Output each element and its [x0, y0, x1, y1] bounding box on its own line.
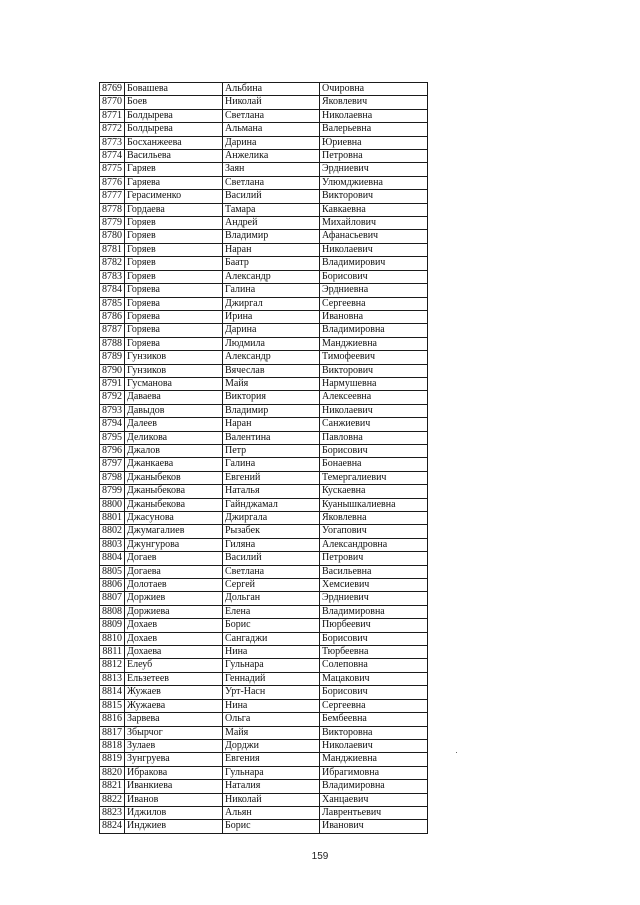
surname-cell: Доржиев [125, 592, 223, 605]
row-number: 8814 [100, 686, 125, 699]
patronymic-cell: Бонаевна [320, 458, 428, 471]
table-row [100, 270, 428, 283]
table-row [100, 753, 428, 766]
surname-cell: Жужаев [125, 686, 223, 699]
patronymic-cell: Викторович [320, 190, 428, 203]
table-row [100, 217, 428, 230]
row-number: 8810 [100, 632, 125, 645]
patronymic-cell: Васильевна [320, 565, 428, 578]
surname-cell: Гусманова [125, 377, 223, 390]
row-number: 8774 [100, 150, 125, 163]
given-name-cell: Дольган [223, 592, 320, 605]
table-row [100, 243, 428, 256]
surname-cell: Джаныбеков [125, 471, 223, 484]
surname-cell: Гунзиков [125, 364, 223, 377]
table-row [100, 739, 428, 752]
given-name-cell: Елена [223, 605, 320, 618]
patronymic-cell: Борисович [320, 270, 428, 283]
surname-cell: Васильева [125, 150, 223, 163]
table-row [100, 565, 428, 578]
row-number: 8811 [100, 646, 125, 659]
patronymic-cell: Михайлович [320, 217, 428, 230]
patronymic-cell: Ибрагимовна [320, 766, 428, 779]
given-name-cell: Тамара [223, 203, 320, 216]
surname-cell: Горяева [125, 297, 223, 310]
row-number: 8782 [100, 257, 125, 270]
table-row [100, 726, 428, 739]
given-name-cell: Альян [223, 806, 320, 819]
table-row [100, 257, 428, 270]
patronymic-cell: Викторович [320, 364, 428, 377]
row-number: 8794 [100, 418, 125, 431]
table-row [100, 820, 428, 833]
given-name-cell: Наран [223, 418, 320, 431]
given-name-cell: Людмила [223, 337, 320, 350]
table-row [100, 230, 428, 243]
row-number: 8771 [100, 109, 125, 122]
row-number: 8800 [100, 498, 125, 511]
given-name-cell: Борис [223, 619, 320, 632]
given-name-cell: Евгения [223, 753, 320, 766]
table-row [100, 176, 428, 189]
surname-cell: Джалов [125, 444, 223, 457]
row-number: 8793 [100, 404, 125, 417]
given-name-cell: Майя [223, 377, 320, 390]
patronymic-cell: Санжиевич [320, 418, 428, 431]
table-row [100, 418, 428, 431]
patronymic-cell: Кавкаевна [320, 203, 428, 216]
patronymic-cell: Николаевич [320, 404, 428, 417]
row-number: 8772 [100, 123, 125, 136]
table-row [100, 806, 428, 819]
row-number: 8789 [100, 351, 125, 364]
surname-cell: Болдырева [125, 109, 223, 122]
given-name-cell: Наталия [223, 780, 320, 793]
surname-cell: Джанкаева [125, 458, 223, 471]
patronymic-cell: Владимировна [320, 324, 428, 337]
table-row [100, 605, 428, 618]
surname-cell: Дохаева [125, 646, 223, 659]
given-name-cell: Гульнара [223, 659, 320, 672]
row-number: 8801 [100, 512, 125, 525]
table-row [100, 793, 428, 806]
row-number: 8802 [100, 525, 125, 538]
surname-cell: Иванов [125, 793, 223, 806]
patronymic-cell: Яковлевич [320, 96, 428, 109]
table-row [100, 780, 428, 793]
surname-cell: Збырчог [125, 726, 223, 739]
table-row [100, 552, 428, 565]
given-name-cell: Гайнджамал [223, 498, 320, 511]
surname-cell: Гордаева [125, 203, 223, 216]
patronymic-cell: Петрович [320, 552, 428, 565]
surname-cell: Горяева [125, 337, 223, 350]
table-row [100, 190, 428, 203]
surname-cell: Давыдов [125, 404, 223, 417]
row-number: 8779 [100, 217, 125, 230]
surname-cell: Гаряев [125, 163, 223, 176]
given-name-cell: Джиргала [223, 512, 320, 525]
patronymic-cell: Валерьевна [320, 123, 428, 136]
row-number: 8823 [100, 806, 125, 819]
row-number: 8813 [100, 672, 125, 685]
given-name-cell: Нина [223, 646, 320, 659]
table-row [100, 297, 428, 310]
row-number: 8812 [100, 659, 125, 672]
table-row [100, 458, 428, 471]
table-row [100, 377, 428, 390]
surname-cell: Дохаев [125, 632, 223, 645]
patronymic-cell: Бембеевна [320, 713, 428, 726]
given-name-cell: Виктория [223, 391, 320, 404]
surname-cell: Гунзиков [125, 351, 223, 364]
given-name-cell: Галина [223, 458, 320, 471]
patronymic-cell: Викторовна [320, 726, 428, 739]
table-row [100, 444, 428, 457]
table-row [100, 163, 428, 176]
surname-cell: Бовашева [125, 83, 223, 96]
row-number: 8792 [100, 391, 125, 404]
row-number: 8819 [100, 753, 125, 766]
given-name-cell: Александр [223, 270, 320, 283]
row-number: 8795 [100, 431, 125, 444]
patronymic-cell: Петровна [320, 150, 428, 163]
table-row [100, 404, 428, 417]
table-row [100, 498, 428, 511]
given-name-cell: Вячеслав [223, 364, 320, 377]
row-number: 8780 [100, 230, 125, 243]
table-row [100, 150, 428, 163]
row-number: 8803 [100, 538, 125, 551]
patronymic-cell: Ивановна [320, 310, 428, 323]
given-name-cell: Борис [223, 820, 320, 833]
given-name-cell: Евгений [223, 471, 320, 484]
given-name-cell: Сангаджи [223, 632, 320, 645]
given-name-cell: Петр [223, 444, 320, 457]
given-name-cell: Ольга [223, 713, 320, 726]
given-name-cell: Владимир [223, 404, 320, 417]
row-number: 8809 [100, 619, 125, 632]
surname-cell: Зунгруева [125, 753, 223, 766]
surname-cell: Долотаев [125, 579, 223, 592]
surname-cell: Горяев [125, 243, 223, 256]
patronymic-cell: Мацакович [320, 672, 428, 685]
table-row [100, 713, 428, 726]
surname-cell: Горяев [125, 257, 223, 270]
row-number: 8820 [100, 766, 125, 779]
table-row [100, 646, 428, 659]
patronymic-cell: Борисович [320, 632, 428, 645]
surname-cell: Джаныбекова [125, 485, 223, 498]
surname-cell: Боев [125, 96, 223, 109]
row-number: 8781 [100, 243, 125, 256]
surname-cell: Иванкиева [125, 780, 223, 793]
row-number: 8805 [100, 565, 125, 578]
row-number: 8784 [100, 284, 125, 297]
row-number: 8790 [100, 364, 125, 377]
roster-table [99, 82, 428, 834]
row-number: 8796 [100, 444, 125, 457]
given-name-cell: Светлана [223, 565, 320, 578]
scan-speck [456, 752, 457, 753]
surname-cell: Догаева [125, 565, 223, 578]
patronymic-cell: Николаевич [320, 739, 428, 752]
patronymic-cell: Владимировна [320, 780, 428, 793]
table-row [100, 686, 428, 699]
patronymic-cell: Куанышкалиевна [320, 498, 428, 511]
patronymic-cell: Алексеевна [320, 391, 428, 404]
row-number: 8806 [100, 579, 125, 592]
given-name-cell: Валентина [223, 431, 320, 444]
given-name-cell: Наран [223, 243, 320, 256]
surname-cell: Болдырева [125, 123, 223, 136]
row-number: 8818 [100, 739, 125, 752]
patronymic-cell: Кускаевна [320, 485, 428, 498]
table-row [100, 592, 428, 605]
surname-cell: Инджиев [125, 820, 223, 833]
patronymic-cell: Ханцаевич [320, 793, 428, 806]
patronymic-cell: Эрдниевна [320, 284, 428, 297]
patronymic-cell: Очировна [320, 83, 428, 96]
given-name-cell: Урт-Насн [223, 686, 320, 699]
surname-cell: Джасунова [125, 512, 223, 525]
table-row [100, 512, 428, 525]
patronymic-cell: Николаевна [320, 109, 428, 122]
given-name-cell: Василий [223, 552, 320, 565]
given-name-cell: Альмана [223, 123, 320, 136]
given-name-cell: Рызабек [223, 525, 320, 538]
surname-cell: Даваева [125, 391, 223, 404]
given-name-cell: Николай [223, 96, 320, 109]
surname-cell: Дохаев [125, 619, 223, 632]
page-number: 159 [311, 851, 329, 862]
patronymic-cell: Сергеевна [320, 699, 428, 712]
patronymic-cell: Тюрбеевна [320, 646, 428, 659]
row-number: 8815 [100, 699, 125, 712]
given-name-cell: Джиргал [223, 297, 320, 310]
surname-cell: Горяева [125, 324, 223, 337]
given-name-cell: Владимир [223, 230, 320, 243]
row-number: 8777 [100, 190, 125, 203]
surname-cell: Горяев [125, 230, 223, 243]
table-row [100, 471, 428, 484]
patronymic-cell: Эрдниевич [320, 592, 428, 605]
patronymic-cell: Лаврентьевич [320, 806, 428, 819]
roster-body [100, 83, 428, 834]
surname-cell: Ибракова [125, 766, 223, 779]
patronymic-cell: Манджиевна [320, 337, 428, 350]
table-row [100, 632, 428, 645]
patronymic-cell: Юриевна [320, 136, 428, 149]
patronymic-cell: Иванович [320, 820, 428, 833]
given-name-cell: Анжелика [223, 150, 320, 163]
row-number: 8804 [100, 552, 125, 565]
row-number: 8786 [100, 310, 125, 323]
surname-cell: Герасименко [125, 190, 223, 203]
given-name-cell: Василий [223, 190, 320, 203]
table-row [100, 109, 428, 122]
given-name-cell: Дорджи [223, 739, 320, 752]
given-name-cell: Андрей [223, 217, 320, 230]
table-row [100, 538, 428, 551]
table-row [100, 123, 428, 136]
surname-cell: Зарвева [125, 713, 223, 726]
given-name-cell: Александр [223, 351, 320, 364]
table-row [100, 337, 428, 350]
surname-cell: Горяева [125, 310, 223, 323]
given-name-cell: Сергей [223, 579, 320, 592]
row-number: 8797 [100, 458, 125, 471]
surname-cell: Горяев [125, 270, 223, 283]
table-row [100, 284, 428, 297]
patronymic-cell: Борисович [320, 686, 428, 699]
patronymic-cell: Афанасьевич [320, 230, 428, 243]
surname-cell: Елеуб [125, 659, 223, 672]
table-row [100, 766, 428, 779]
row-number: 8791 [100, 377, 125, 390]
patronymic-cell: Тимофеевич [320, 351, 428, 364]
row-number: 8773 [100, 136, 125, 149]
surname-cell: Горяева [125, 284, 223, 297]
table-row [100, 136, 428, 149]
row-number: 8775 [100, 163, 125, 176]
surname-cell: Джумагалиев [125, 525, 223, 538]
row-number: 8785 [100, 297, 125, 310]
row-number: 8816 [100, 713, 125, 726]
row-number: 8770 [100, 96, 125, 109]
surname-cell: Догаев [125, 552, 223, 565]
given-name-cell: Геннадий [223, 672, 320, 685]
patronymic-cell: Темергалиевич [320, 471, 428, 484]
given-name-cell: Нина [223, 699, 320, 712]
given-name-cell: Баатр [223, 257, 320, 270]
table-row [100, 391, 428, 404]
surname-cell: Горяев [125, 217, 223, 230]
patronymic-cell: Эрдниевич [320, 163, 428, 176]
surname-cell: Жужаева [125, 699, 223, 712]
surname-cell: Джаныбекова [125, 498, 223, 511]
patronymic-cell: Яковлевна [320, 512, 428, 525]
row-number: 8776 [100, 176, 125, 189]
given-name-cell: Гульнара [223, 766, 320, 779]
given-name-cell: Гиляна [223, 538, 320, 551]
surname-cell: Иджилов [125, 806, 223, 819]
given-name-cell: Альбина [223, 83, 320, 96]
patronymic-cell: Павловна [320, 431, 428, 444]
table-row [100, 659, 428, 672]
table-row [100, 485, 428, 498]
given-name-cell: Светлана [223, 109, 320, 122]
table-row [100, 351, 428, 364]
patronymic-cell: Владимирович [320, 257, 428, 270]
surname-cell: Далеев [125, 418, 223, 431]
row-number: 8807 [100, 592, 125, 605]
table-row [100, 364, 428, 377]
row-number: 8788 [100, 337, 125, 350]
given-name-cell: Майя [223, 726, 320, 739]
given-name-cell: Николай [223, 793, 320, 806]
row-number: 8821 [100, 780, 125, 793]
surname-cell: Босханжеева [125, 136, 223, 149]
patronymic-cell: Хемсиевич [320, 579, 428, 592]
given-name-cell: Дарина [223, 324, 320, 337]
table-row [100, 619, 428, 632]
table-row [100, 672, 428, 685]
patronymic-cell: Манджиевна [320, 753, 428, 766]
patronymic-cell: Сергеевна [320, 297, 428, 310]
surname-cell: Деликова [125, 431, 223, 444]
patronymic-cell: Солеповна [320, 659, 428, 672]
row-number: 8817 [100, 726, 125, 739]
row-number: 8822 [100, 793, 125, 806]
patronymic-cell: Нармушевна [320, 377, 428, 390]
surname-cell: Джунгурова [125, 538, 223, 551]
table-row [100, 83, 428, 96]
row-number: 8769 [100, 83, 125, 96]
table-row [100, 324, 428, 337]
table-row [100, 699, 428, 712]
given-name-cell: Заян [223, 163, 320, 176]
given-name-cell: Дарина [223, 136, 320, 149]
surname-cell: Гаряева [125, 176, 223, 189]
row-number: 8798 [100, 471, 125, 484]
patronymic-cell: Николаевич [320, 243, 428, 256]
given-name-cell: Светлана [223, 176, 320, 189]
table-row [100, 579, 428, 592]
patronymic-cell: Улюмджиевна [320, 176, 428, 189]
table-row [100, 96, 428, 109]
patronymic-cell: Борисович [320, 444, 428, 457]
row-number: 8787 [100, 324, 125, 337]
surname-cell: Зулаев [125, 739, 223, 752]
patronymic-cell: Уогапович [320, 525, 428, 538]
table-row [100, 525, 428, 538]
table-row [100, 431, 428, 444]
row-number: 8824 [100, 820, 125, 833]
given-name-cell: Наталья [223, 485, 320, 498]
surname-cell: Ельзетеев [125, 672, 223, 685]
patronymic-cell: Владимировна [320, 605, 428, 618]
row-number: 8799 [100, 485, 125, 498]
surname-cell: Доржиева [125, 605, 223, 618]
patronymic-cell: Пюрбеевич [320, 619, 428, 632]
given-name-cell: Галина [223, 284, 320, 297]
given-name-cell: Ирина [223, 310, 320, 323]
table-row [100, 203, 428, 216]
row-number: 8808 [100, 605, 125, 618]
row-number: 8783 [100, 270, 125, 283]
table-row [100, 310, 428, 323]
patronymic-cell: Александровна [320, 538, 428, 551]
row-number: 8778 [100, 203, 125, 216]
